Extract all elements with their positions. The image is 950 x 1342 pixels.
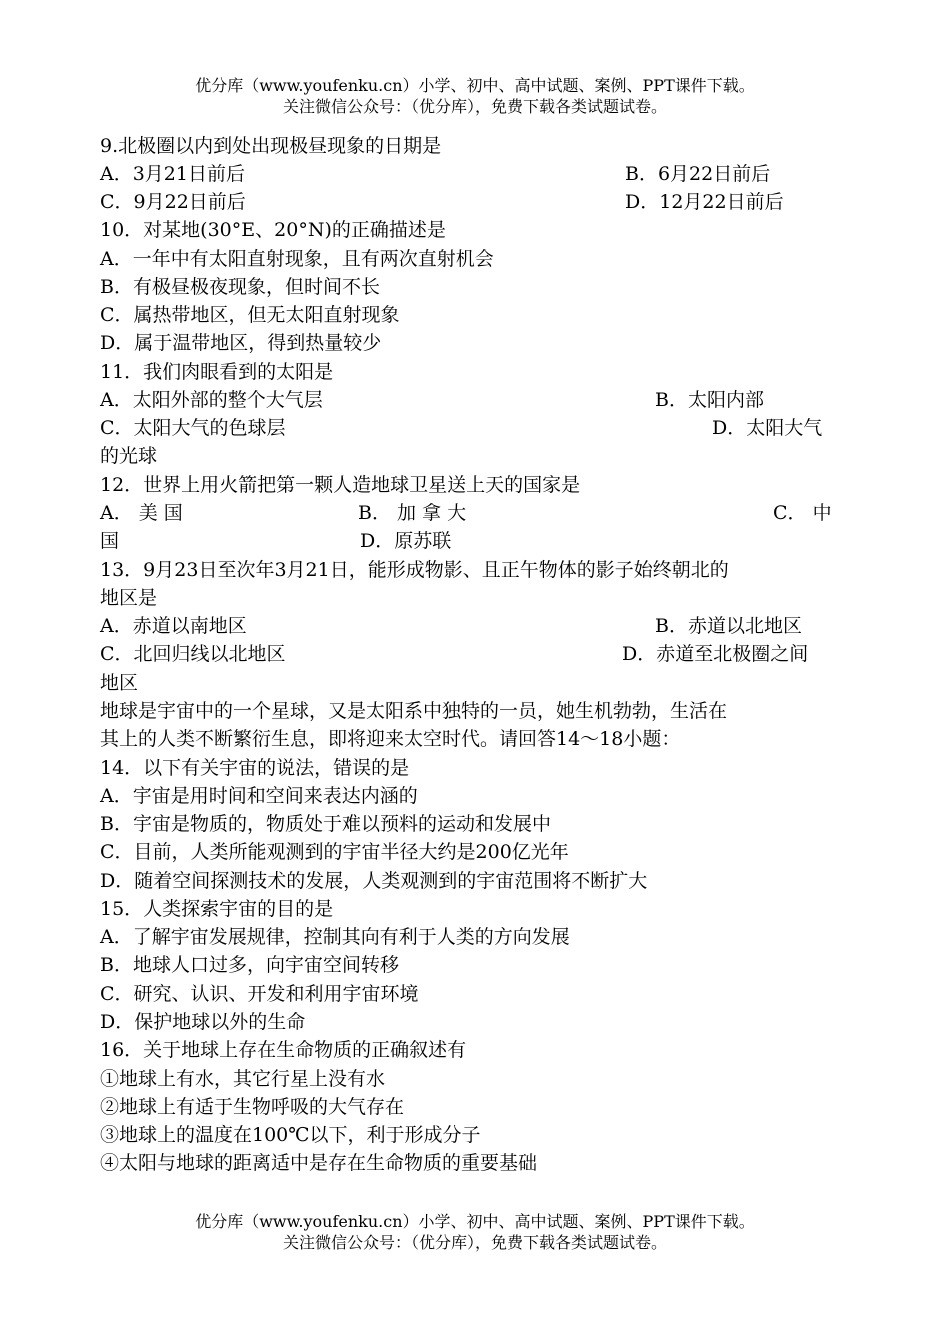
- question-14-option-b: B．宇宙是物质的，物质处于难以预料的运动和发展中: [100, 813, 551, 835]
- question-12-option-c-continued: 国: [100, 530, 120, 552]
- question-13-option-a: A．赤道以南地区: [100, 615, 247, 637]
- question-13-stem: 13．9月23日至次年3月21日，能形成物影、且正午物体的影子始终朝北的: [100, 559, 729, 581]
- question-16-statement-2: ②地球上有适于生物呼吸的大气存在: [100, 1096, 405, 1118]
- question-12-stem: 12．世界上用火箭把第一颗人造地球卫星送上天的国家是: [100, 474, 581, 496]
- question-15-option-c: C．研究、认识、开发和利用宇宙环境: [100, 983, 419, 1005]
- question-11-option-c: C．太阳大气的色球层: [100, 417, 286, 439]
- question-13-option-d-continued: 地区: [100, 672, 139, 694]
- question-14-option-d: D．随着空间探测技术的发展，人类观测到的宇宙范围将不断扩大: [100, 870, 648, 892]
- question-12-option-c: C． 中: [773, 502, 832, 524]
- question-14-option-c: C．目前，人类所能观测到的宇宙半径大约是200亿光年: [100, 841, 569, 863]
- footer-line-1: 优分库（www.youfenku.cn）小学、初中、高中试题、案例、PPT课件下载。: [195, 1212, 755, 1231]
- question-11-option-b: B．太阳内部: [655, 389, 764, 411]
- passage-line-2: 其上的人类不断繁衍生息，即将迎来太空时代。请回答14～18小题：: [100, 728, 681, 750]
- question-10-option-d: D．属于温带地区，得到热量较少: [100, 332, 382, 354]
- question-16-statement-1: ①地球上有水，其它行星上没有水: [100, 1068, 386, 1090]
- question-12-option-b: B． 加 拿 大: [358, 502, 467, 524]
- question-10-option-a: A．一年中有太阳直射现象，且有两次直射机会: [100, 248, 494, 270]
- question-16-statement-4: ④太阳与地球的距离适中是存在生命物质的重要基础: [100, 1152, 538, 1174]
- header-line-2: 关注微信公众号：（优分库），免费下载各类试题试卷。: [282, 97, 667, 116]
- question-15-option-d: D．保护地球以外的生命: [100, 1011, 306, 1033]
- question-14-option-a: A．宇宙是用时间和空间来表达内涵的: [100, 785, 418, 807]
- question-11-option-d: D．太阳大气: [712, 417, 823, 439]
- passage-line-1: 地球是宇宙中的一个星球，又是太阳系中独特的一员，她生机勃勃，生活在: [100, 700, 728, 722]
- question-11-stem: 11．我们肉眼看到的太阳是: [100, 361, 334, 383]
- footer-line-2: 关注微信公众号：（优分库），免费下载各类试题试卷。: [282, 1233, 667, 1252]
- question-9-option-d: D．12月22日前后: [625, 191, 784, 213]
- question-10-option-c: C．属热带地区，但无太阳直射现象: [100, 304, 400, 326]
- question-12-option-d: D．原苏联: [360, 530, 452, 552]
- question-15-option-b: B．地球人口过多，向宇宙空间转移: [100, 954, 399, 976]
- question-9-stem: 9.北极圈以内到处出现极昼现象的日期是: [100, 135, 442, 157]
- question-15-stem: 15．人类探索宇宙的目的是: [100, 898, 334, 920]
- question-13-option-d: D．赤道至北极圈之间: [622, 643, 809, 665]
- question-16-stem: 16．关于地球上存在生命物质的正确叙述有: [100, 1039, 467, 1061]
- question-9-option-a: A．3月21日前后: [100, 163, 245, 185]
- question-12-option-a: A． 美 国: [100, 502, 183, 524]
- header-line-1: 优分库（www.youfenku.cn）小学、初中、高中试题、案例、PPT课件下载。: [195, 76, 755, 95]
- question-11-option-d-continued: 的光球: [100, 445, 158, 467]
- question-10-stem: 10．对某地(30°E、20°N)的正确描述是: [100, 219, 446, 241]
- question-13-stem-continued: 地区是: [100, 587, 158, 609]
- question-9-option-b: B．6月22日前后: [625, 163, 771, 185]
- question-13-option-c: C．北回归线以北地区: [100, 643, 286, 665]
- question-9-option-c: C．9月22日前后: [100, 191, 246, 213]
- question-14-stem: 14．以下有关宇宙的说法，错误的是: [100, 757, 410, 779]
- question-13-option-b: B．赤道以北地区: [655, 615, 802, 637]
- question-10-option-b: B．有极昼极夜现象，但时间不长: [100, 276, 380, 298]
- question-16-statement-3: ③地球上的温度在100℃以下，利于形成分子: [100, 1124, 481, 1146]
- question-15-option-a: A．了解宇宙发展规律，控制其向有利于人类的方向发展: [100, 926, 570, 948]
- question-11-option-a: A．太阳外部的整个大气层: [100, 389, 323, 411]
